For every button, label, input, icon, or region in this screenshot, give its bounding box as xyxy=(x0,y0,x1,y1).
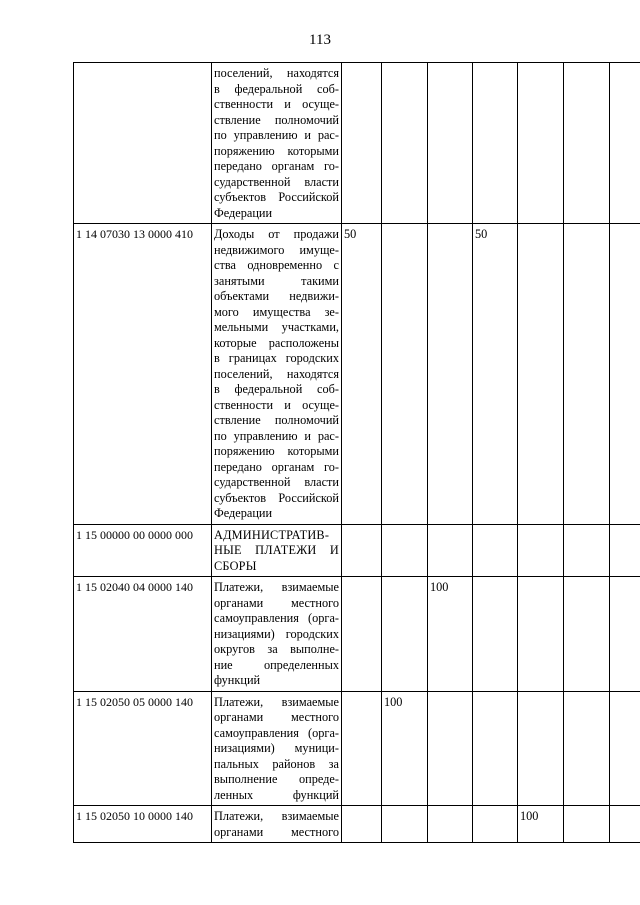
description-line: поряжению которыми xyxy=(214,143,339,158)
description-line: передано органам го- xyxy=(214,459,339,474)
description-line: субъектов Российской xyxy=(214,490,339,505)
description-line: ства одновременно с xyxy=(214,258,339,272)
description-line: ствление полномочий xyxy=(214,413,339,427)
value-cell-6 xyxy=(564,524,610,577)
description-line: объектами недвижи- xyxy=(214,289,339,303)
description-line: Платежи, взимаемые xyxy=(214,809,339,823)
row-code: 1 15 02050 05 0000 140 xyxy=(74,691,212,806)
description-line: функций xyxy=(214,673,261,687)
value-cell-7 xyxy=(610,577,640,692)
value-cell-4: 50 xyxy=(473,224,518,525)
value-cell-5 xyxy=(518,224,564,525)
value-cell-6 xyxy=(564,224,610,525)
description-line: Федерации xyxy=(214,506,273,520)
value-cell-2 xyxy=(382,524,428,577)
description-line: поселений, находятся xyxy=(214,366,339,381)
value-cell-2 xyxy=(382,224,428,525)
value-cell-6 xyxy=(564,577,610,692)
value-cell-7 xyxy=(610,806,640,843)
table-row xyxy=(74,806,640,843)
description-line: сударственной власти xyxy=(214,174,339,189)
description-line: ние определенных xyxy=(214,657,339,672)
row-description xyxy=(212,224,342,525)
description-line: недвижимого имуще- xyxy=(214,242,339,257)
description-line: ленных функций xyxy=(214,787,339,802)
value-cell-3 xyxy=(428,691,473,806)
description-line: низациями) муници- xyxy=(214,741,339,755)
description-line: поряжению которыми xyxy=(214,444,339,458)
budget-table xyxy=(73,62,640,843)
value-cell-2 xyxy=(382,806,428,843)
value-cell-5: 100 xyxy=(518,806,564,843)
description-line: в федеральной соб- xyxy=(214,382,339,396)
value-cell-7 xyxy=(610,224,640,525)
table-body xyxy=(74,63,640,843)
value-cell-3 xyxy=(428,224,473,525)
value-cell-5 xyxy=(518,691,564,806)
description-line: органами местного xyxy=(214,824,339,839)
description-line: сударственной власти xyxy=(214,475,339,489)
value-cell-1 xyxy=(342,691,382,806)
value-cell-6 xyxy=(564,806,610,843)
description-line: выполнение опреде- xyxy=(214,772,339,786)
description-line: органами местного xyxy=(214,595,339,610)
description-line: субъектов Российской xyxy=(214,190,339,204)
value-cell-4 xyxy=(473,63,518,224)
row-code: 1 15 00000 00 0000 000 xyxy=(74,524,212,577)
value-cell-7 xyxy=(610,63,640,224)
description-line: передано органам го- xyxy=(214,159,339,173)
description-line: в федеральной соб- xyxy=(214,81,339,96)
value-cell-1 xyxy=(342,63,382,224)
value-cell-3 xyxy=(428,63,473,224)
description-line: Федерации xyxy=(214,205,273,220)
description-line: низациями) городских xyxy=(214,626,339,641)
table-row xyxy=(74,524,640,577)
value-cell-2 xyxy=(382,63,428,224)
description-line: Платежи, взимаемые xyxy=(214,580,339,594)
value-cell-5 xyxy=(518,63,564,224)
row-description xyxy=(212,691,342,806)
value-cell-4 xyxy=(473,524,518,577)
description-line: самоуправления (орга- xyxy=(214,725,339,740)
description-line: занятыми такими xyxy=(214,273,339,288)
value-cell-4 xyxy=(473,691,518,806)
row-code: 1 15 02040 04 0000 140 xyxy=(74,577,212,692)
value-cell-1: 50 xyxy=(342,224,382,525)
value-cell-7 xyxy=(610,691,640,806)
description-line: по управлению и рас- xyxy=(214,128,339,142)
description-line: пальных районов за xyxy=(214,756,339,771)
description-line: ственности и осуще- xyxy=(214,97,339,111)
description-line: мого имущества зе- xyxy=(214,304,339,319)
table-row xyxy=(74,224,640,525)
value-cell-2: 100 xyxy=(382,691,428,806)
value-cell-3: 100 xyxy=(428,577,473,692)
row-description xyxy=(212,806,342,843)
value-cell-2 xyxy=(382,577,428,692)
value-cell-4 xyxy=(473,806,518,843)
value-cell-5 xyxy=(518,524,564,577)
description-line: самоуправления (орга- xyxy=(214,611,339,625)
value-cell-7 xyxy=(610,524,640,577)
description-line: ствление полномочий xyxy=(214,112,339,127)
value-cell-1 xyxy=(342,524,382,577)
description-line: СБОРЫ xyxy=(214,558,257,573)
description-line: органами местного xyxy=(214,710,339,724)
description-line: АДМИНИСТРАТИВ- xyxy=(214,527,330,542)
value-cell-1 xyxy=(342,577,382,692)
description-line: которые расположены xyxy=(214,335,339,350)
description-line: Доходы от продажи xyxy=(214,227,339,241)
description-line: НЫЕ ПЛАТЕЖИ И xyxy=(214,543,339,557)
value-cell-4 xyxy=(473,577,518,692)
row-description xyxy=(212,577,342,692)
table-row xyxy=(74,577,640,692)
table-row xyxy=(74,63,640,224)
row-description xyxy=(212,524,342,577)
description-line: по управлению и рас- xyxy=(214,428,339,443)
table-row xyxy=(74,691,640,806)
value-cell-3 xyxy=(428,806,473,843)
value-cell-6 xyxy=(564,63,610,224)
value-cell-6 xyxy=(564,691,610,806)
description-line: в границах городских xyxy=(214,351,339,365)
value-cell-5 xyxy=(518,577,564,692)
page-number: 113 xyxy=(309,32,331,48)
row-code: 1 15 02050 10 0000 140 xyxy=(74,806,212,843)
description-line: округов за выполне- xyxy=(214,642,339,656)
description-line: ственности и осуще- xyxy=(214,397,339,412)
row-description xyxy=(212,63,342,224)
value-cell-1 xyxy=(342,806,382,843)
description-line: Платежи, взимаемые xyxy=(214,694,339,709)
description-line: поселений, находятся xyxy=(214,66,339,80)
row-code: 1 14 07030 13 0000 410 xyxy=(74,224,212,525)
row-code xyxy=(74,63,212,224)
description-line: мельными участками, xyxy=(214,320,339,334)
value-cell-3 xyxy=(428,524,473,577)
